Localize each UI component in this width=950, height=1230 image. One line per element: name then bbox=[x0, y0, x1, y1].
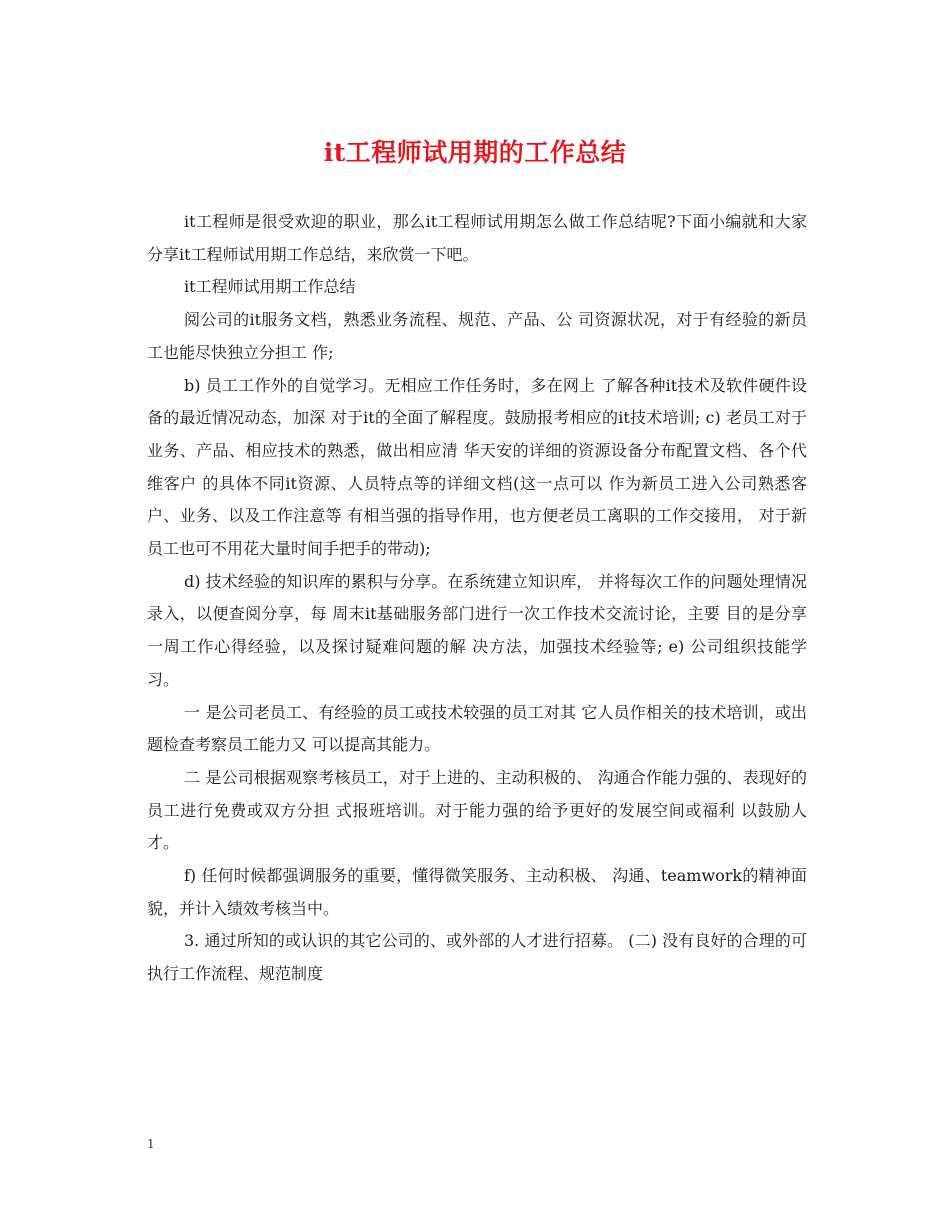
paragraph-subheading: it工程师试用期工作总结 bbox=[184, 277, 356, 297]
paragraph-service: f) 任何时候都强调服务的重要，懂得微笑服务、主动积极、 沟通、teamwork的精神面貌，并计入绩效考核当中。 bbox=[147, 866, 807, 918]
paragraph-training-one: 一 是公司老员工、有经验的员工或技术较强的员工对其 它人员作相关的技术培训，或出题检查考察员工能力又 可以提高其能力。 bbox=[147, 702, 807, 755]
document-title: it工程师试用期的工作总结 bbox=[323, 138, 627, 167]
paragraph-training-two: 二 是公司根据观察考核员工，对于上进的、主动积极的、 沟通合作能力强的、表现好的员工进行免费或双方分担 式报班培训。对于能力强的给予更好的发展空间或福利 以鼓励人才。 bbox=[147, 767, 807, 853]
paragraph-knowledge-base: d) 技术经验的知识库的累积与分享。在系统建立知识库， 并将每次工作的问题处理情况录入，以便查阅分享，每 周末it基础服务部门进行一次工作技术交流讨论，主要 目的是分享一周工作心得经验，以及探讨疑难问题的解 决方法，加强技术经验等; e) 公司组织技能学习。 bbox=[147, 571, 807, 689]
page-number: 1 bbox=[147, 1137, 155, 1151]
paragraph-self-study: b) 员工工作外的自觉学习。无相应工作任务时，多在网上 了解各种it技术及软件硬件设备的最近情况动态，加深 对于it的全面了解程度。鼓励报考相应的it技术培训; c) 老员工对于业务、产品、相应技术的熟悉，做出相应清 华天安的详细的资源设备分布配置文档、各个代维客户 的具体不同it资源、人员特点等的详细文档(这一点可以 作为新员工进入公司熟悉客户、业务、以及工作注意等 有相当强的指导作用，也方便老员工离职的工作交接用， 对于新员工也可不用花大量时间手把手的带动); bbox=[147, 375, 807, 559]
document-body bbox=[147, 206, 807, 991]
paragraph-recruitment: 3. 通过所知的或认识的其它公司的、或外部的人才进行招募。 (二) 没有良好的合理的可执行工作流程、规范制度 bbox=[147, 931, 807, 984]
paragraph-read-docs: 阅公司的it服务文档，熟悉业务流程、规范、产品、公 司资源状况，对于有经验的新员工也能尽快独立分担工 作; bbox=[147, 310, 807, 362]
paragraph-intro: it工程师是很受欢迎的职业，那么it工程师试用期怎么做工作总结呢?下面小编就和大家分享it工程师试用期工作总结，来欣赏一下吧。 bbox=[147, 212, 807, 264]
